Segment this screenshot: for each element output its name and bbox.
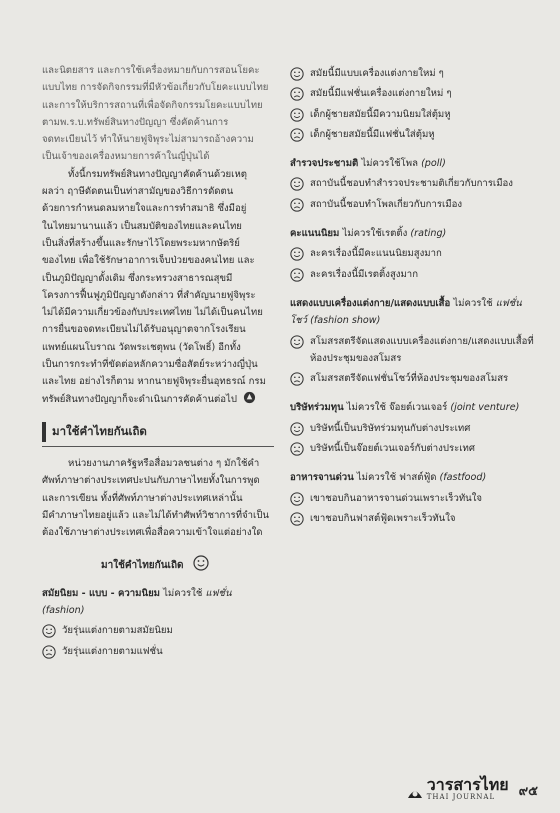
term-block-fastfood — [290, 469, 536, 527]
text-line: โครงการฟื้นฟูภูมิปัญญาดังกล่าว ที่สำคัญนายฟูจิพุระ — [42, 289, 256, 301]
term-mid: ไม่ควรใช้เรตติ้ง — [342, 228, 408, 240]
example-text: สโมสรสตรีจัดแสดงแบบเครื่องแต่งกาย/แสดงแบบเสื้อที่ห้องประชุมของสโมสร — [310, 335, 534, 364]
logo-subtext: THAI JOURNAL — [426, 793, 496, 801]
term-block-joint-venture — [290, 399, 536, 457]
example-text: สมัยนี้มีแบบเครื่องแต่งกายใหม่ ๆ — [310, 68, 444, 79]
text-line: ตามพ.ร.บ.ทรัพย์สินทางปัญญา ซึ่งคัดค้านการ — [42, 116, 229, 128]
term-heading — [290, 469, 536, 486]
section-bar — [42, 422, 46, 442]
text-line: และไทย อย่างไรก็ตาม หากนายฟูจิพุระยื่นอุทธรณ์ กรม — [42, 376, 266, 388]
text-line: มีคำภาษาไทยอยู่แล้ว และไม่ได้ทำศัพท์วิชาการที่จำเป็น — [42, 509, 269, 521]
text-line: การยื่นขอจดทะเบียนไม่ได้รับอนุญาตจากโรงเรียน — [42, 324, 246, 336]
smiley-face-icon — [290, 108, 304, 122]
smiley-face-icon — [42, 624, 56, 638]
text-line: ทั้งนี้กรมทรัพย์สินทางปัญญาคัดค้านด้วยเหตุ — [68, 168, 247, 180]
term-heading — [42, 585, 274, 620]
subheading — [42, 553, 274, 574]
term-thai: คะแนนนิยม — [290, 228, 340, 240]
term-mid: ไม่ควรใช้ — [453, 297, 493, 309]
term-foreign: (fastfood) — [439, 472, 487, 484]
text-line-last — [42, 391, 274, 408]
text-line: ในไทยมานานแล้ว เป็นสมบัติของไทยและคนไทย — [42, 220, 242, 232]
smiley-face-icon — [290, 422, 304, 436]
example-text: บริษัทนี้เป็นจ๊อยต์เวนเจอร์กับต่างประเทศ — [310, 443, 475, 455]
example-text: เด็กผู้ชายสมัยนี้มีแฟชั่นใส่ตุ้มหู — [310, 128, 435, 140]
text-span: ทรัพย์สินทางปัญญาก็จะดำเนินการคัดค้านต่อไป — [42, 393, 237, 405]
term-foreign: แฟชั่น (fashion) — [42, 587, 232, 617]
term-mid: ไม่ควรใช้ ฟาสต์ฟู้ด — [356, 472, 437, 484]
frown-face-icon — [42, 645, 56, 659]
journal-logo — [427, 777, 509, 801]
journal-logo-icon — [406, 783, 424, 801]
term-mid: ไม่ควรใช้โพล — [361, 158, 418, 170]
text-line: ไม่ได้มีความเกี่ยวข้องกับประเทศไทย ไม่ได้เป็นคนไทย — [42, 307, 263, 319]
bad-example — [290, 510, 536, 527]
bad-example — [290, 85, 536, 102]
text-line: และการเขียน ทั้งที่ศัพท์ภาษาต่างประเทศเหล่านั้น — [42, 492, 243, 504]
term-foreign: (poll) — [421, 158, 446, 170]
term-foreign: (joint venture) — [450, 402, 520, 414]
example-text: ละครเรื่องนี้มีเรตติ้งสูงมาก — [310, 268, 418, 280]
term-foreign: (rating) — [410, 228, 447, 240]
good-example — [290, 175, 536, 192]
example-text: เขาชอบกินฟาสต์ฟู้ดเพราะเร็วทันใจ — [310, 512, 456, 524]
frown-face-icon — [290, 372, 304, 386]
paragraph-2 — [42, 166, 274, 408]
text-line: เป็นเจ้าของเครื่องหมายการค้าในญี่ปุ่นได้ — [42, 151, 210, 163]
smiley-face-icon — [290, 492, 304, 506]
good-example — [290, 420, 536, 437]
bad-example — [290, 370, 536, 387]
page-footer — [406, 777, 538, 801]
good-example — [290, 333, 536, 368]
frown-face-icon — [290, 442, 304, 456]
term-thai: บริษัทร่วมทุน — [290, 402, 344, 414]
text-line: เป็นภูมิปัญญาดั้งเดิม ซึ่งกระทรวงสาธารณสุขมี — [42, 272, 233, 284]
example-text: วัยรุ่นแต่งกายตามสมัยนิยม — [62, 625, 173, 637]
term-block-fashion-show — [290, 295, 536, 387]
subheading-text: มาใช้คำไทยกันเถิด — [100, 560, 184, 572]
page-number: ๙๕ — [518, 784, 538, 799]
example-text: สถาบันนี้ชอบทำโพลเกี่ยวกับการเมือง — [310, 198, 463, 210]
bad-example — [290, 440, 536, 457]
frown-face-icon — [290, 198, 304, 212]
term-thai: สำรวจประชามติ — [290, 158, 359, 170]
term-foreign: แฟชั่นโชว์ (fashion show) — [290, 297, 522, 327]
frown-face-icon — [290, 268, 304, 282]
text-line: ต้องใช้ภาษาต่างประเทศเพื่อสื่อความเข้าใจแต่อย่างใด — [42, 527, 263, 539]
good-example — [290, 106, 536, 123]
right-column — [290, 62, 536, 539]
smiley-face-icon — [290, 67, 304, 81]
carryover-examples — [290, 65, 536, 143]
good-example — [290, 245, 536, 262]
good-example — [290, 490, 536, 507]
example-text: วัยรุ่นแต่งกายตามแฟชั่น — [62, 645, 163, 657]
smiley-face-icon — [290, 177, 304, 191]
frown-face-icon — [290, 87, 304, 101]
term-thai: สมัยนิยม - แบบ - ความนิยม — [42, 587, 161, 599]
text-line: และการให้บริการสถานที่เพื่อจัดกิจกรรมโยคะแบบไทย — [42, 99, 263, 111]
example-text: บริษัทนี้เป็นบริษัทร่วมทุนกับต่างประเทศ — [310, 422, 471, 434]
example-text: สโมสรสตรีจัดแฟชั่นโชว์ที่ห้องประชุมของสโมสร — [310, 373, 509, 385]
text-line: เป็นการกระทำที่ขัดต่อหลักความซื่อสัตย์ระหว่างญี่ปุ่น — [42, 359, 258, 371]
text-line: เป็นสิ่งที่สร้างขึ้นและรักษาไว้โดยพระมหากษัตริย์ — [42, 237, 240, 249]
smiley-face-icon — [290, 335, 304, 349]
example-text: เด็กผู้ชายสมัยนี้มีความนิยมใส่ตุ้มหู — [310, 108, 451, 120]
end-mark-icon — [243, 391, 256, 404]
text-line: และนิตยสาร และการใช้เครื่องหมายกับการสอนโยคะ — [42, 65, 260, 76]
bad-example — [42, 643, 274, 660]
term-thai: อาหารจานด่วน — [290, 472, 354, 484]
term-heading — [290, 399, 536, 416]
term-thai: แสดงแบบเครื่องแต่งกาย/แสดงแบบเสื้อ — [290, 297, 451, 309]
paragraph-3 — [42, 455, 274, 541]
example-text: สถาบันนี้ชอบทำสำรวจประชามติเกี่ยวกับการเมือง — [310, 178, 513, 190]
frown-face-icon — [290, 512, 304, 526]
good-example — [42, 622, 274, 639]
bad-example — [290, 196, 536, 213]
smiley-face-icon — [193, 555, 209, 571]
bad-example — [290, 126, 536, 143]
term-mid: ไม่ควรใช้ จ๊อยต์เวนเจอร์ — [346, 402, 448, 414]
example-text: เขาชอบกินอาหารจานด่วนเพราะเร็วทันใจ — [310, 492, 483, 504]
term-block-poll — [290, 155, 536, 213]
text-line: แบบไทย การจัดกิจกรรมที่มีหัวข้อเกี่ยวกับโยคะแบบไทย — [42, 82, 269, 94]
left-column — [42, 62, 274, 663]
text-line: ของไทย เพื่อใช้รักษาอาการเจ็บป่วยของคนไทย และ — [42, 255, 255, 267]
text-line: จดทะเบียนไว้ ทำให้นายฟูจิพุระไม่สามารถอ้างความ — [42, 134, 254, 146]
frown-face-icon — [290, 128, 304, 142]
example-text: ละครเรื่องนี้มีคะแนนนิยมสูงมาก — [310, 248, 442, 260]
logo-text: วารสารไทย — [426, 775, 509, 794]
section-header — [42, 422, 274, 447]
term-heading — [290, 155, 536, 172]
paragraph-1 — [42, 62, 274, 166]
text-line: แพทย์แผนโบราณ วัดพระเชตุพน (วัดโพธิ์) อีกทั้ง — [42, 341, 241, 353]
text-line: ผลว่า ฤาษีดัดตนเป็นท่าสามัญของวิธีการดัดตน — [42, 186, 234, 198]
text-line: ด้วยการกำหนดลมหายใจและการทำสมาธิ ซึ่งมีอยู่ — [42, 203, 247, 215]
bad-example — [290, 266, 536, 283]
text-line: หน่วยงานภาครัฐหรือสื่อมวลชนต่าง ๆ มักใช้คำ — [68, 457, 260, 469]
section-title: มาใช้คำไทยกันเถิด — [52, 424, 147, 439]
term-mid: ไม่ควรใช้ — [163, 587, 203, 599]
text-line: ศัพท์ภาษาต่างประเทศปะปนกับภาษาไทยทั้งในการพูด — [42, 475, 260, 487]
term-block-rating — [290, 225, 536, 283]
example-text: สมัยนี้มีแฟชั่นเครื่องแต่งกายใหม่ ๆ — [310, 88, 452, 100]
good-example — [290, 65, 536, 82]
smiley-face-icon — [290, 247, 304, 261]
term-heading — [290, 225, 536, 242]
term-heading — [290, 295, 536, 330]
